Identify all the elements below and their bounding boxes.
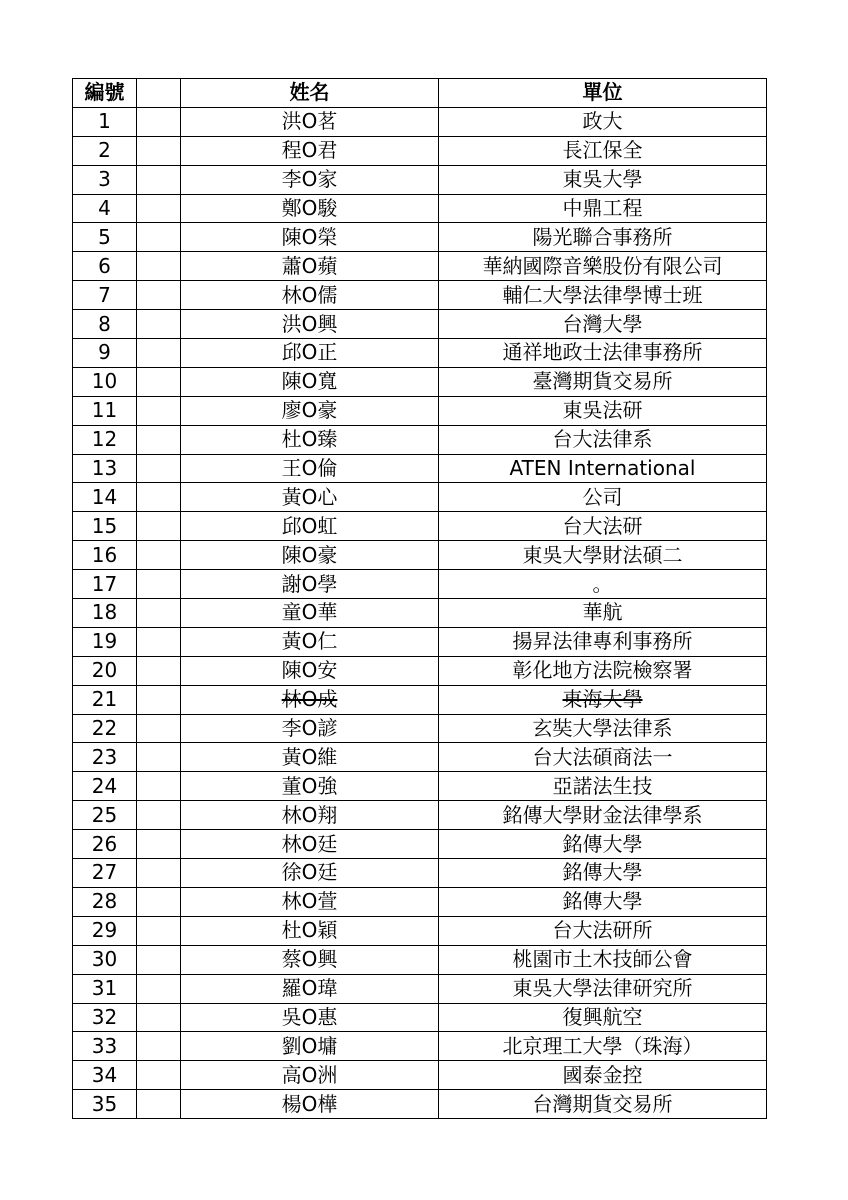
- row-unit-cell: [439, 599, 767, 628]
- row-unit-cell: [439, 339, 767, 368]
- row-blank-cell-cell: [137, 916, 181, 945]
- table-row: [73, 974, 767, 1003]
- table-row: [73, 627, 767, 656]
- row-name-cell: [181, 136, 439, 165]
- row-blank-cell-cell: [137, 1061, 181, 1090]
- row-blank-cell-cell: [137, 223, 181, 252]
- row-name: 杜O臻: [281, 427, 338, 452]
- row-unit: 華納國際音樂股份有限公司: [482, 253, 723, 278]
- row-name: 童O華: [281, 600, 338, 625]
- row-number: 29: [91, 918, 118, 943]
- row-name-cell: [181, 887, 439, 916]
- header-name: 姓名: [181, 79, 439, 108]
- row-unit-cell: [439, 396, 767, 425]
- row-name-cell: [181, 974, 439, 1003]
- row-number: 23: [91, 744, 118, 769]
- row-number-cell: [73, 252, 137, 281]
- row-blank-cell-cell: [137, 570, 181, 599]
- row-number-cell: [73, 916, 137, 945]
- row-number: 10: [91, 369, 118, 394]
- row-name: 陳O榮: [281, 224, 338, 249]
- row-name: 廖O豪: [281, 398, 338, 423]
- row-blank-cell-cell: [137, 801, 181, 830]
- row-unit-cell: [439, 916, 767, 945]
- row-name-cell: [181, 339, 439, 368]
- row-name-cell: [181, 945, 439, 974]
- row-blank-cell-cell: [137, 743, 181, 772]
- row-name: 黃O維: [281, 744, 338, 769]
- row-number: 15: [91, 513, 118, 538]
- table-row: [73, 165, 767, 194]
- row-number-cell: [73, 425, 137, 454]
- row-blank-cell-cell: [137, 1090, 181, 1119]
- row-number-cell: [73, 165, 137, 194]
- row-number: 31: [91, 976, 118, 1001]
- row-name-cell: [181, 656, 439, 685]
- row-number-cell: [73, 685, 137, 714]
- row-unit: 中鼎工程: [562, 196, 643, 220]
- table-row: [73, 541, 767, 570]
- table-row: [73, 136, 767, 165]
- row-name-cell: [181, 367, 439, 396]
- table-row: [73, 1090, 767, 1119]
- row-unit: 東海大學: [562, 687, 643, 712]
- row-number: 7: [98, 282, 111, 307]
- row-name: 楊O樺: [281, 1091, 338, 1116]
- row-name-cell: [181, 310, 439, 339]
- row-name: 徐O廷: [281, 860, 338, 885]
- row-unit-cell: [439, 483, 767, 512]
- row-blank-cell-cell: [137, 107, 181, 136]
- row-blank-cell-cell: [137, 859, 181, 888]
- row-number-cell: [73, 599, 137, 628]
- row-unit: 東吳大學法律研究所: [512, 976, 693, 1001]
- row-blank-cell-cell: [137, 281, 181, 310]
- row-blank-cell-cell: [137, 627, 181, 656]
- table-row: [73, 396, 767, 425]
- table-row: [73, 570, 767, 599]
- row-blank-cell-cell: [137, 367, 181, 396]
- row-name: 林O翔: [281, 802, 338, 827]
- row-unit: 政大: [582, 109, 623, 134]
- row-name-cell: [181, 165, 439, 194]
- row-name-cell: [181, 512, 439, 541]
- row-unit-cell: [439, 656, 767, 685]
- row-number: 32: [91, 1004, 118, 1029]
- row-number-cell: [73, 1090, 137, 1119]
- row-number: 27: [91, 860, 118, 885]
- row-name: 陳O安: [281, 658, 338, 683]
- table-row: [73, 483, 767, 512]
- row-unit: 復興航空: [562, 1004, 643, 1029]
- row-unit: 桃園市土木技師公會: [512, 947, 693, 972]
- row-unit: 通祥地政士法律事務所: [502, 340, 703, 365]
- row-name: 吳O惠: [281, 1004, 338, 1029]
- row-name: 洪O茗: [281, 109, 338, 134]
- row-unit: 東吳法研: [562, 398, 643, 423]
- row-blank-cell-cell: [137, 454, 181, 483]
- row-name-cell: [181, 859, 439, 888]
- row-unit: 東吳大學財法碩二: [522, 542, 683, 567]
- row-unit: 長江保全: [562, 138, 643, 163]
- row-unit: 銘傳大學: [562, 860, 643, 885]
- table-row: [73, 1003, 767, 1032]
- header-unit: 單位: [439, 79, 767, 108]
- row-name-cell: [181, 685, 439, 714]
- row-name: 蔡O興: [281, 947, 338, 972]
- row-number: 13: [91, 456, 118, 481]
- row-number-cell: [73, 974, 137, 1003]
- row-number: 8: [98, 311, 111, 336]
- row-unit-cell: [439, 1003, 767, 1032]
- row-number-cell: [73, 454, 137, 483]
- row-name-cell: [181, 1061, 439, 1090]
- row-blank-cell-cell: [137, 656, 181, 685]
- row-number: 3: [98, 167, 111, 192]
- row-name-cell: [181, 483, 439, 512]
- row-number: 4: [98, 196, 111, 220]
- row-unit: 台灣大學: [562, 311, 643, 336]
- row-unit: 輔仁大學法律學博士班: [502, 282, 703, 307]
- row-unit-cell: [439, 367, 767, 396]
- row-number-cell: [73, 310, 137, 339]
- row-name-cell: [181, 396, 439, 425]
- row-number: 18: [91, 600, 118, 625]
- table-row: [73, 367, 767, 396]
- row-unit-cell: [439, 714, 767, 743]
- row-name-cell: [181, 194, 439, 223]
- row-name-cell: [181, 772, 439, 801]
- row-number: 11: [91, 398, 118, 423]
- row-unit-cell: [439, 512, 767, 541]
- header-blank: [137, 79, 181, 108]
- row-number-cell: [73, 1003, 137, 1032]
- table-row: [73, 599, 767, 628]
- row-name-cell: [181, 281, 439, 310]
- header-row: [73, 79, 767, 108]
- row-blank-cell-cell: [137, 512, 181, 541]
- row-number-cell: [73, 107, 137, 136]
- row-number-cell: [73, 194, 137, 223]
- row-number-cell: [73, 627, 137, 656]
- row-blank-cell-cell: [137, 945, 181, 974]
- row-name-cell: [181, 1003, 439, 1032]
- row-number-cell: [73, 1061, 137, 1090]
- row-blank-cell-cell: [137, 974, 181, 1003]
- row-number-cell: [73, 541, 137, 570]
- row-unit: 玄奘大學法律系: [532, 716, 673, 741]
- table-row: [73, 107, 767, 136]
- row-name: 邱O正: [281, 340, 338, 365]
- row-unit-cell: [439, 570, 767, 599]
- row-number-cell: [73, 570, 137, 599]
- table-row: [73, 743, 767, 772]
- row-unit-cell: [439, 223, 767, 252]
- row-blank-cell-cell: [137, 714, 181, 743]
- row-unit: 。: [592, 571, 613, 596]
- row-name-cell: [181, 1090, 439, 1119]
- row-unit: 台大法碩商法一: [532, 744, 673, 769]
- row-unit: 台灣期貨交易所: [532, 1091, 673, 1116]
- row-unit: 東吳大學: [562, 167, 643, 192]
- row-number: 5: [98, 224, 111, 249]
- row-name: 陳O豪: [281, 542, 338, 567]
- row-name: 王O倫: [281, 456, 338, 481]
- row-unit: 亞諾法生技: [552, 773, 653, 798]
- table-row: [73, 281, 767, 310]
- row-number: 2: [98, 138, 111, 163]
- row-number-cell: [73, 396, 137, 425]
- row-unit-cell: [439, 107, 767, 136]
- header-number: 編號: [73, 79, 137, 108]
- row-unit: 銘傳大學: [562, 889, 643, 914]
- row-number-cell: [73, 714, 137, 743]
- table-row: [73, 887, 767, 916]
- row-number: 22: [91, 716, 118, 741]
- table-row: [73, 454, 767, 483]
- row-unit-cell: [439, 136, 767, 165]
- row-number: 9: [98, 340, 111, 365]
- row-unit: 台大法研所: [552, 918, 653, 943]
- row-number-cell: [73, 743, 137, 772]
- row-unit-cell: [439, 801, 767, 830]
- table-row: [73, 252, 767, 281]
- row-blank-cell-cell: [137, 1032, 181, 1061]
- row-blank-cell-cell: [137, 310, 181, 339]
- row-unit: 華航: [582, 600, 623, 625]
- row-name: 林O萱: [281, 889, 338, 914]
- row-number: 12: [91, 427, 118, 452]
- row-unit-cell: [439, 859, 767, 888]
- table-row: [73, 223, 767, 252]
- row-blank-cell-cell: [137, 252, 181, 281]
- row-number: 21: [91, 687, 118, 712]
- row-blank-cell-cell: [137, 772, 181, 801]
- row-number: 17: [91, 571, 118, 596]
- row-unit: 臺灣期貨交易所: [532, 369, 673, 394]
- row-name-cell: [181, 627, 439, 656]
- row-number-cell: [73, 801, 137, 830]
- row-blank-cell-cell: [137, 599, 181, 628]
- row-unit-cell: [439, 945, 767, 974]
- row-number: 34: [91, 1062, 118, 1087]
- row-number: 6: [98, 253, 111, 278]
- table-row: [73, 945, 767, 974]
- row-number-cell: [73, 859, 137, 888]
- row-number: 14: [91, 484, 118, 509]
- row-blank-cell-cell: [137, 194, 181, 223]
- row-blank-cell-cell: [137, 165, 181, 194]
- row-name: 程O君: [281, 138, 338, 163]
- row-unit-cell: [439, 974, 767, 1003]
- table-row: [73, 194, 767, 223]
- row-unit-cell: [439, 541, 767, 570]
- row-name-cell: [181, 252, 439, 281]
- row-unit: 台大法律系: [552, 427, 653, 452]
- row-unit-cell: [439, 165, 767, 194]
- attendee-sheet: [72, 78, 766, 1119]
- row-name: 洪O興: [281, 311, 338, 336]
- row-blank-cell-cell: [137, 425, 181, 454]
- row-number-cell: [73, 945, 137, 974]
- row-name-cell: [181, 830, 439, 859]
- row-unit-cell: [439, 454, 767, 483]
- table-row: [73, 772, 767, 801]
- row-number: 30: [91, 947, 118, 972]
- row-unit-cell: [439, 887, 767, 916]
- row-unit-cell: [439, 1090, 767, 1119]
- row-number: 28: [91, 889, 118, 914]
- row-name: 蕭O蘋: [281, 253, 338, 278]
- row-blank-cell-cell: [137, 541, 181, 570]
- row-number-cell: [73, 656, 137, 685]
- row-name: 謝O學: [281, 571, 338, 596]
- row-number-cell: [73, 223, 137, 252]
- row-unit-cell: [439, 194, 767, 223]
- row-number-cell: [73, 483, 137, 512]
- row-name-cell: [181, 425, 439, 454]
- row-number: 26: [91, 831, 118, 856]
- row-unit-cell: [439, 772, 767, 801]
- row-unit: 彰化地方法院檢察署: [512, 658, 693, 683]
- row-name-cell: [181, 916, 439, 945]
- row-number-cell: [73, 1032, 137, 1061]
- row-name-cell: [181, 541, 439, 570]
- row-name: 陳O寬: [281, 369, 338, 394]
- attendee-table: [72, 78, 767, 1119]
- row-number: 25: [91, 802, 118, 827]
- row-number-cell: [73, 887, 137, 916]
- row-unit: 銘傳大學: [562, 831, 643, 856]
- row-name: 邱O虹: [281, 513, 338, 538]
- table-row: [73, 1032, 767, 1061]
- row-name: 林O成: [281, 687, 338, 712]
- table-row: [73, 916, 767, 945]
- row-number-cell: [73, 830, 137, 859]
- row-blank-cell-cell: [137, 685, 181, 714]
- row-unit-cell: [439, 425, 767, 454]
- row-unit: 陽光聯合事務所: [532, 224, 673, 249]
- row-name: 林O廷: [281, 831, 338, 856]
- row-unit-cell: [439, 685, 767, 714]
- table-row: [73, 830, 767, 859]
- row-number-cell: [73, 339, 137, 368]
- table-row: [73, 339, 767, 368]
- row-unit: 揚昇法律專利事務所: [512, 629, 693, 654]
- row-unit-cell: [439, 252, 767, 281]
- row-number: 35: [91, 1091, 118, 1116]
- row-number-cell: [73, 772, 137, 801]
- row-unit: 台大法研: [562, 513, 643, 538]
- table-row: [73, 685, 767, 714]
- row-number-cell: [73, 281, 137, 310]
- row-blank-cell-cell: [137, 136, 181, 165]
- table-row: [73, 425, 767, 454]
- row-blank-cell-cell: [137, 483, 181, 512]
- row-blank-cell-cell: [137, 1003, 181, 1032]
- row-number: 16: [91, 542, 118, 567]
- row-unit-cell: [439, 1061, 767, 1090]
- row-unit-cell: [439, 1032, 767, 1061]
- row-name: 黃O仁: [281, 629, 338, 654]
- row-name: 黃O心: [281, 484, 338, 509]
- row-number: 1: [98, 109, 111, 134]
- row-number: 24: [91, 773, 118, 798]
- row-unit-cell: [439, 830, 767, 859]
- row-name-cell: [181, 743, 439, 772]
- row-blank-cell-cell: [137, 339, 181, 368]
- table-row: [73, 512, 767, 541]
- row-name: 李O諺: [281, 716, 338, 741]
- table-row: [73, 656, 767, 685]
- row-name-cell: [181, 714, 439, 743]
- table-row: [73, 714, 767, 743]
- row-unit: 銘傳大學財金法律學系: [502, 802, 703, 827]
- row-number: 33: [91, 1033, 118, 1058]
- table-row: [73, 1061, 767, 1090]
- row-name: 董O強: [281, 773, 338, 798]
- row-name-cell: [181, 223, 439, 252]
- row-name: 李O家: [281, 167, 338, 192]
- row-unit: 北京理工大學（珠海）: [502, 1033, 703, 1058]
- row-number: 20: [91, 658, 118, 683]
- row-name: 高O洲: [281, 1062, 338, 1087]
- row-name-cell: [181, 599, 439, 628]
- row-number-cell: [73, 136, 137, 165]
- row-name: 林O儒: [281, 282, 338, 307]
- row-name-cell: [181, 570, 439, 599]
- row-unit-cell: [439, 627, 767, 656]
- row-name-cell: [181, 454, 439, 483]
- row-number: 19: [91, 629, 118, 654]
- row-unit-cell: [439, 281, 767, 310]
- row-name: 鄭O駿: [281, 196, 338, 220]
- row-unit: ATEN International: [509, 456, 696, 481]
- table-row: [73, 310, 767, 339]
- row-name: 劉O墉: [281, 1033, 338, 1058]
- row-name-cell: [181, 1032, 439, 1061]
- row-number-cell: [73, 367, 137, 396]
- row-blank-cell-cell: [137, 396, 181, 425]
- row-unit-cell: [439, 743, 767, 772]
- row-name: 杜O穎: [281, 918, 338, 943]
- row-unit-cell: [439, 310, 767, 339]
- table-row: [73, 859, 767, 888]
- row-unit: 國泰金控: [562, 1062, 643, 1087]
- row-name-cell: [181, 107, 439, 136]
- row-blank-cell-cell: [137, 830, 181, 859]
- row-name-cell: [181, 801, 439, 830]
- row-number-cell: [73, 512, 137, 541]
- row-unit: 公司: [582, 484, 623, 509]
- row-blank-cell-cell: [137, 887, 181, 916]
- row-name: 羅O瑋: [281, 976, 338, 1001]
- table-row: [73, 801, 767, 830]
